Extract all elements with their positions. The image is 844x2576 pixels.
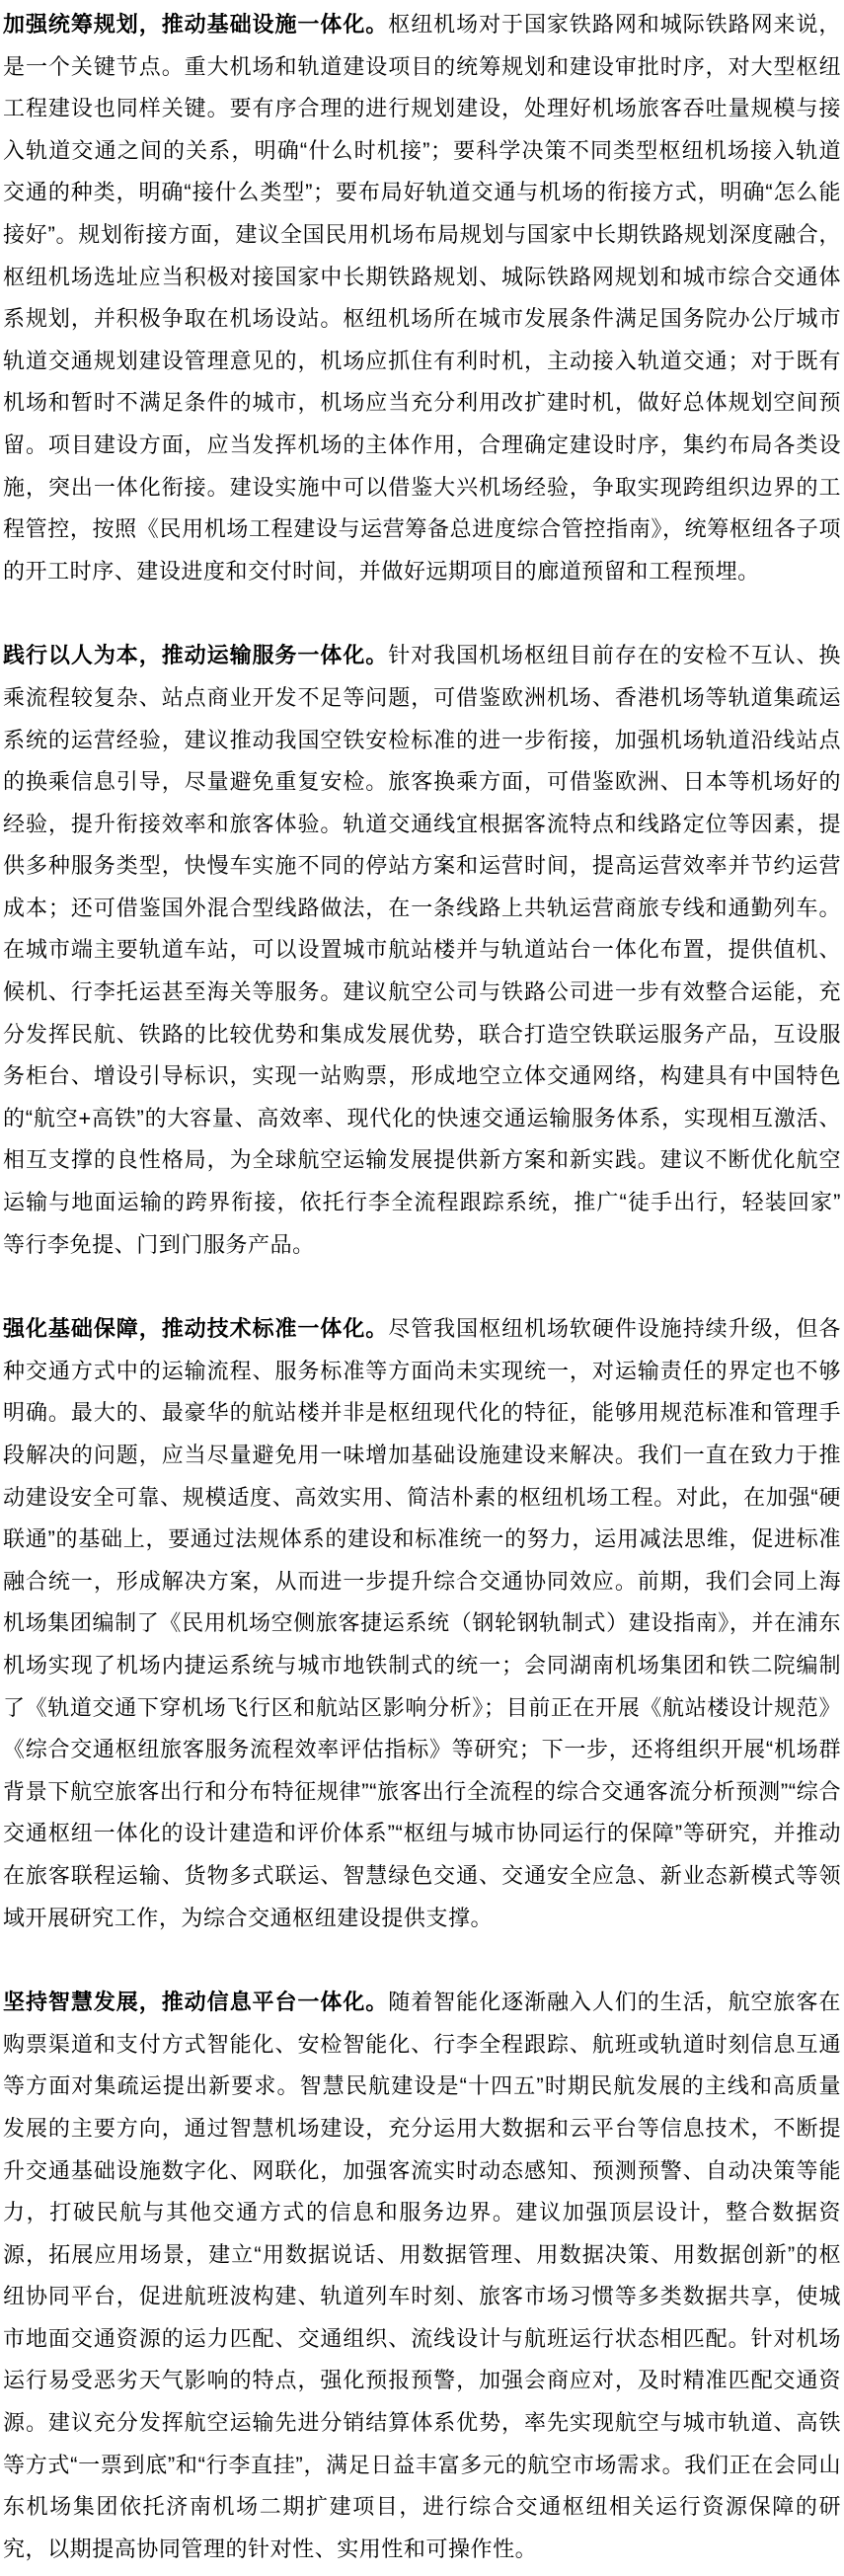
paragraph-body-infrastructure: 枢纽机场对于国家铁路网和城际铁路网来说，是一个关键节点。重大机场和轨道建设项目的统筹规划和建设审批时序，对大型枢纽工程建设也同样关键。要有序合理的进行规划建设，处理好机场旅客吞吐量规模与接入轨道交通之间的关系，明确“什么时机接”；要科学决策不同类型枢纽机场接入轨道交通的种类，明确“接什么类型”；要布局好轨道交通与机场的衔接方式，明确“怎么能接好”。规划衔接方面，建议全国民用机场布局规划与国家中长期铁路规划深度融合，枢纽机场选址应当积极对接国家中长期铁路规划、城际铁路网规划和城市综合交通体系规划，并积极争取在机场设站。枢纽机场所在城市发展条件满足国务院办公厅城市轨道交通规划建设管理意见的，机场应抓住有利时机，主动接入轨道交通；对于既有机场和暂时不满足条件的城市，机场应当充分利用改扩建时机，做好总体规划空间预留。项目建设方面，应当发挥机场的主体作用，合理确定建设时序，集约布局各类设施，突出一体化衔接。建设实施中可以借鉴大兴机场经验，争取实现跨组织边界的工程管控，按照《民用机场工程建设与运营筹备总进度综合管控指南》，统筹枢纽各子项的开工时序、建设进度和交付时间，并做好远期项目的廊道预留和工程预埋。 (3, 12, 841, 584)
paragraph-transport-service-integration (3, 635, 841, 1266)
paragraph-lead-standards: 强化基础保障，推动技术标准一体化。 (3, 1316, 389, 1342)
paragraph-body-standards: 尽管我国枢纽机场软硬件设施持续升级，但各种交通方式中的运输流程、服务标准等方面尚未实现统一，对运输责任的界定也不够明确。最大的、最豪华的航站楼并非是枢纽现代化的特征，能够用规范标准和管理手段解决的问题，应当尽量避免用一味增加基础设施建设来解决。我们一直在致力于推动建设安全可靠、规模适度、高效实用、简洁朴素的枢纽机场工程。对此，在加强“硬联通”的基础上，要通过法规体系的建设和标准统一的努力，运用减法思维，促进标准融合统一，形成解决方案，从而进一步提升综合交通协同效应。前期，我们会同上海机场集团编制了《民用机场空侧旅客捷运系统（钢轮钢轨制式）建设指南》，并在浦东机场实现了机场内捷运系统与城市地铁制式的统一；会同湖南机场集团和铁二院编制了《轨道交通下穿机场飞行区和航站区影响分析》；目前正在开展《航站楼设计规范》《综合交通枢纽旅客服务流程效率评估指标》等研究；下一步，还将组织开展“机场群背景下航空旅客出行和分布特征规律”“旅客出行全流程的综合交通客流分析预测”“综合交通枢纽一体化的设计建造和评价体系”“枢纽与城市协同运行的保障”等研究，并推动在旅客联程运输、货物多式联运、智慧绿色交通、交通安全应急、新业态新模式等领域开展研究工作，为综合交通枢纽建设提供支撑。 (3, 1316, 841, 1930)
paragraph-body-smart: 随着智能化逐渐融入人们的生活，航空旅客在购票渠道和支付方式智能化、安检智能化、行李全程跟踪、航班或轨道时刻信息互通等方面对集疏运提出新要求。智慧民航建设是“十四五”时期民航发展的主线和高质量发展的主要方向，通过智慧机场建设，充分运用大数据和云平台等信息技术，不断提升交通基础设施数字化、网联化，加强客流实时动态感知、预测预警、自动决策等能力，打破民航与其他交通方式的信息和服务边界。建议加强顶层设计，整合数据资源，拓展应用场景，建立“用数据说话、用数据管理、用数据决策、用数据创新”的枢纽协同平台，促进航班波构建、轨道列车时刻、旅客市场习惯等多类数据共享，使城市地面交通资源的运力匹配、交通组织、流线设计与航班运行状态相匹配。针对机场运行易受恶劣天气影响的特点，强化预报预警，加强会商应对，及时精准匹配交通资源。建议充分发挥航空运输先进分销结算体系优势，率先实现航空与城市轨道、高铁等方式“一票到底”和“行李直挂”，满足日益丰富多元的航空市场需求。我们正在会同山东机场集团依托济南机场二期扩建项目，进行综合交通枢纽相关运行资源保障的研究，以期提高协同管理的针对性、实用性和可操作性。 (3, 1990, 841, 2561)
paragraph-lead-smart: 坚持智慧发展，推动信息平台一体化。 (3, 1990, 389, 2015)
paragraph-lead-infrastructure: 加强统筹规划，推动基础设施一体化。 (3, 12, 389, 37)
paragraph-lead-service: 践行以人为本，推动运输服务一体化。 (3, 643, 389, 668)
paragraph-information-platform-integration (3, 1982, 841, 2570)
paragraph-body-service: 针对我国机场枢纽目前存在的安检不互认、换乘流程较复杂、站点商业开发不足等问题，可借鉴欧洲机场、香港机场等轨道集疏运系统的运营经验，建议推动我国空铁安检标准的进一步衔接，加强机场轨道沿线站点的换乘信息引导，尽量避免重复安检。旅客换乘方面，可借鉴欧洲、日本等机场好的经验，提升衔接效率和旅客体验。轨道交通线宜根据客流特点和线路定位等因素，提供多种服务类型，快慢车实施不同的停站方案和运营时间，提高运营效率并节约运营成本；还可借鉴国外混合型线路做法，在一条线路上共轨运营商旅专线和通勤列车。在城市端主要轨道车站，可以设置城市航站楼并与轨道站台一体化布置，提供值机、候机、行李托运甚至海关等服务。建议航空公司与铁路公司进一步有效整合运能，充分发挥民航、铁路的比较优势和集成发展优势，联合打造空铁联运服务产品，互设服务柜台、增设引导标识，实现一站购票，形成地空立体交通网络，构建具有中国特色的“航空+高铁”的大容量、高效率、现代化的快速交通运输服务体系，实现相互激活、相互支撑的良性格局，为全球航空运输发展提供新方案和新实践。建议不断优化航空运输与地面运输的跨界衔接，依托行李全流程跟踪系统，推广“徒手出行，轻装回家”等行李免提、门到门服务产品。 (3, 643, 841, 1257)
paragraph-infrastructure-integration (3, 4, 841, 592)
paragraph-technical-standards-integration (3, 1308, 841, 1939)
